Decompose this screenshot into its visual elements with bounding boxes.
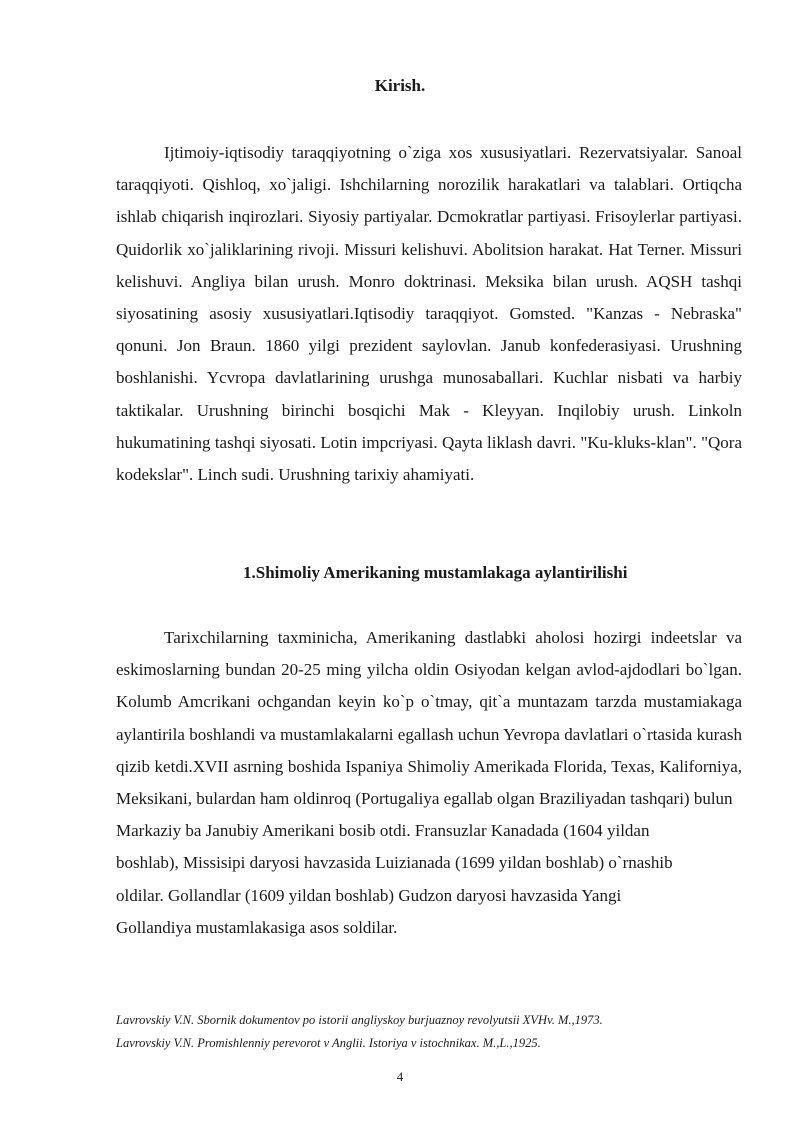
section-line: boshlab), Missisipi daryosi havzasida Luizianada (1699 yildan boshlab) o`rnashib xyxy=(116,853,673,873)
section-heading: 1.Shimoliy Amerikaning mustamlakaga aylantirilishi xyxy=(243,563,628,582)
page-number: 4 xyxy=(396,1069,404,1084)
footnotes xyxy=(116,1009,756,1055)
section-paragraph: Tarixchilarning taxminicha, Amerikaning dastlabki aholosi hozirgi indeetslar va eskimoslarning bundan 20-25 ming yilcha oldin Osiyodan kelgan avlod-ajdodlari bo`lgan. Kolumb Amcrikani ochgandan keyin ko`p o`tmay, qit`a muntazam tarzda mustamiakaga aylantirila boshlandi va mustamlakalarni egallash uchun Yevropa davlatlari o`rtasida kurash qizib ketdi.XVII asrning boshida Ispaniya Shimoliy Amerikada Florida, Texas, Kaliforniya, Meksikani, bulardan ham oldinroq (Portugaliya egallab olgan Braziliyadan tashqari) bulun xyxy=(116,628,742,809)
section-line: oldilar. Gollandlar (1609 yildan boshlab) Gudzon daryosi havzasida Yangi xyxy=(116,885,622,905)
section-body xyxy=(116,622,742,944)
footnote: Lavrovskiy V.N. Sbornik dokumentov po istorii angliyskoy burjuaznoy revolyutsii XVHv. M.,1973. xyxy=(116,1013,603,1027)
section-line: Gollandiya mustamlakasiga asos soldilar. xyxy=(116,917,398,937)
intro-paragraph: Ijtimoiy-iqtisodiy taraqqiyotning o`ziga xos xususiyatlari. Rezervatsiyalar. Sanoal taraqqiyoti. Qishloq, xo`jaligi. Ishchilarning norozilik harakatlari va talablari. Ortiqcha ishlab chiqarish inqirozlari. Siyosiy partiyalar. Dcmokratlar partiyasi. Frisoylerlar partiyasi. Quidorlik xo`jaliklarining rivoji. Missuri kelishuvi. Abolitsion harakat. Hat Terner. Missuri kelishuvi. Angliya bilan urush. Monro doktrinasi. Meksika bilan urush. AQSH tashqi siyosatining asosiy xususiyatlari.Iqtisodiy taraqqiyot. Gomsted. "Kanzas - Nebraska" qonuni. Jon Braun. 1860 yilgi prezident saylovlan. Janub konfederasiyasi. Urushning boshlanishi. Ycvropa davlatlarining urushga munosaballari. Kuchlar nisbati va harbiy taktikalar. Urushning birinchi bosqichi Mak - Kleyyan. Inqilobiy urush. Linkoln hukumatining tashqi siyosati. Lotin impcriyasi. Qayta liklash davri. "Ku-kluks-klan". "Qora kodekslar". Linch sudi. Urushning tarixiy ahamiyati. xyxy=(116,143,742,485)
section-line: Markaziy ba Janubiy Amerikani bosib otdi. Fransuzlar Kanadada (1604 yildan xyxy=(116,821,650,841)
footnote: Lavrovskiy V.N. Promishlenniy perevorot v Anglii. Istoriya v istochnikax. M.,L.,1925. xyxy=(116,1036,541,1050)
page-title: Kirish. xyxy=(374,76,426,95)
